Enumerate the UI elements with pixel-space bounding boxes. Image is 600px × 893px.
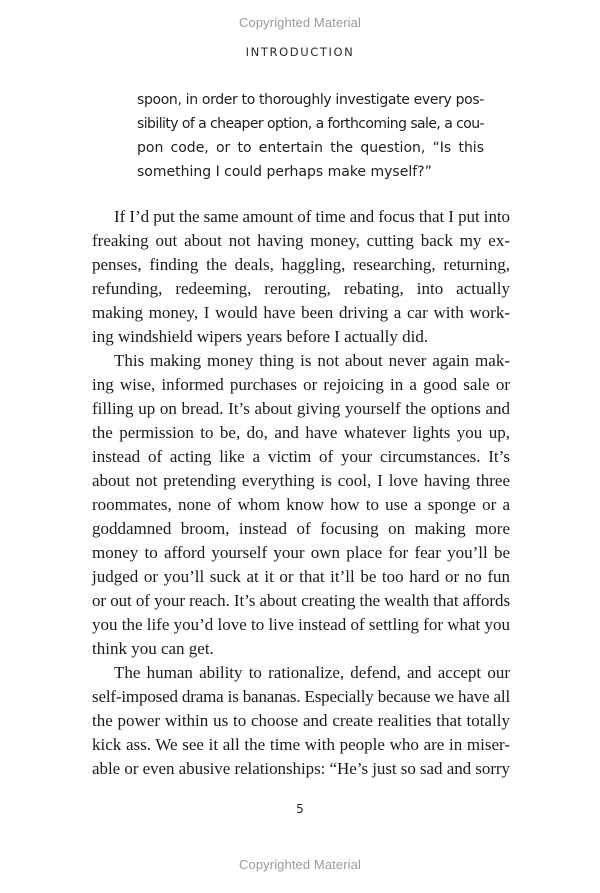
copyright-watermark-bottom: Copyrighted Material bbox=[239, 857, 361, 872]
paragraph-2-line: money to afford yourself your own place for fear you’ll be bbox=[92, 543, 510, 562]
page-number: 5 bbox=[296, 802, 304, 816]
paragraph-2-line: the permission to be, do, and have whatever lights you up, bbox=[92, 423, 510, 442]
paragraph-2-line: you the life you’d love to live instead of settling for what you bbox=[92, 615, 510, 634]
block-quote-line: spoon, in order to thoroughly investigate every pos- bbox=[137, 92, 484, 108]
paragraph-3-line: self-imposed drama is bananas. Especially because we have all bbox=[92, 687, 511, 706]
block-quote-line: sibility of a cheaper option, a forthcoming sale, a cou- bbox=[137, 116, 485, 132]
paragraph-3-line: able or even abusive relationships: “He’s just so sad and sorry bbox=[92, 759, 510, 778]
paragraph-1-line: If I’d put the same amount of time and focus that I put into bbox=[114, 207, 510, 226]
running-head: INTRODUCTION bbox=[245, 45, 355, 59]
paragraph-1-line: refunding, redeeming, rerouting, rebating, into actually bbox=[92, 279, 510, 298]
paragraph-2-line: or out of your reach. It’s about creating the wealth that affords bbox=[92, 591, 510, 610]
paragraph-2-line: ing wise, informed purchases or rejoicing in a good sale or bbox=[92, 375, 510, 394]
paragraph-3-line: The human ability to rationalize, defend, and accept our bbox=[114, 663, 510, 682]
body-text bbox=[92, 205, 510, 781]
paragraph-1-line: penses, finding the deals, haggling, researching, returning, bbox=[92, 255, 510, 274]
paragraph-1-line: ing windshield wipers years before I actually did. bbox=[92, 327, 429, 346]
paragraph-2-line: goddamned broom, instead of focusing on making more bbox=[92, 519, 510, 538]
paragraph-2-line: This making money thing is not about never again mak- bbox=[114, 351, 510, 370]
paragraph-2-line: about not pretending everything is cool, I love having three bbox=[92, 471, 510, 490]
paragraph-3-line: kick ass. We see it all the time with people who are in miser- bbox=[92, 735, 510, 754]
copyright-watermark-top: Copyrighted Material bbox=[239, 15, 361, 30]
block-quote bbox=[137, 88, 484, 184]
paragraph-2-line: roommates, none of whom know how to use a sponge or a bbox=[92, 495, 510, 514]
paragraph-2-line: filling up on bread. It’s about giving yourself the options and bbox=[92, 399, 510, 418]
paragraph-1-line: freaking out about not having money, cutting back my ex- bbox=[92, 231, 510, 250]
block-quote-line: something I could perhaps make myself?” bbox=[137, 164, 432, 180]
paragraph-3-line: the power within us to choose and create realities that totally bbox=[92, 711, 510, 730]
paragraph-2-line: instead of acting like a victim of your circumstances. It’s bbox=[92, 447, 510, 466]
block-quote-line: pon code, or to entertain the question, “Is this bbox=[137, 140, 484, 156]
paragraph-2-line: think you can get. bbox=[92, 639, 214, 658]
paragraph-2-line: judged or you’ll suck at it or that it’ll be too hard or no fun bbox=[92, 567, 510, 586]
paragraph-1-line: making money, I would have been driving a car with work- bbox=[92, 303, 510, 322]
